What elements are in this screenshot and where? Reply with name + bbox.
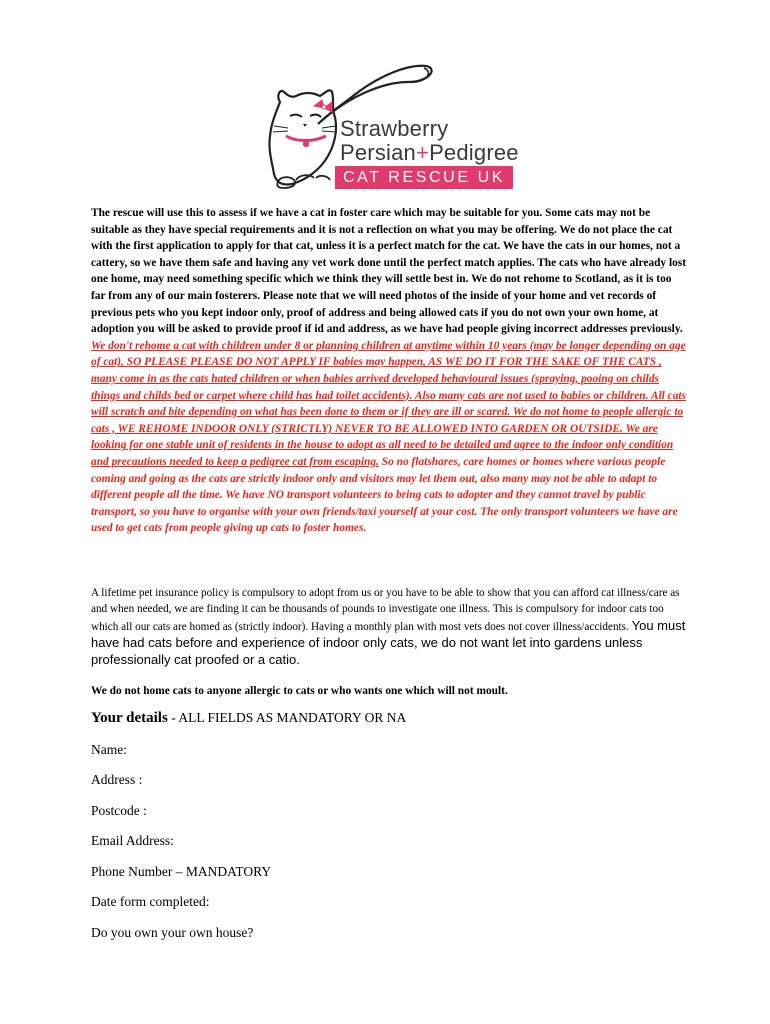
logo-line-persian-pedigree — [340, 140, 519, 166]
field-postcode: Postcode : — [91, 803, 147, 818]
intro-red-underlined-text: We don't rehome a cat with children under 8 or planning children at anytime within 10 years (may be longer depending on age of cat), SO PLEASE PLEASE DO NOT APPLY IF babies may happen, AS WE DO IT FOR THE SAKE OF THE CATS , many come in as the cats hated children or when babies arrived developed behavioural issues (spraying, pooing on childs things and childs bed or carpet where child has had toilet accidents). Also many cats are not used to babies or children. All cats will scratch and bite depending on what has been done to them or if they are ill or scared. We do not home to people allergic to cats , WE REHOME INDOOR ONLY (STRICTLY) NEVER TO BE ALLOWED INTO GARDEN OR OUTSIDE. We are looking for one stable unit of residents in the house to adopt as all need to be detailed and agree to the indoor only condition and precautions needed to keep a pedigree cat from escaping. — [91, 339, 686, 468]
allergy-notice: We do not home cats to anyone allergic to cats or who wants one which will not moult. — [91, 685, 508, 697]
details-heading-bold: Your details — [91, 710, 168, 726]
logo-word-persian: Persian — [340, 140, 416, 165]
insurance-serif-text: A lifetime pet insurance policy is compulsory to adopt from us or you have to be able to show that you can afford cat illness/care as and when needed, we are finding it can be thousands of pounds to investigate one illness. This is compulsory for indoor cats too which all our cats are homed as (strictly indoor). Having a monthly plan with most vets does not cover illness/accidents. — [91, 587, 680, 633]
logo-banner-cat-rescue: CAT RESCUE UK — [335, 166, 513, 189]
insurance-sans-text: You must have had cats before and experience of indoor only cats, we do not want let into gardens unless professionally cat proofed or a catio. — [91, 617, 686, 668]
intro-red-text: So no flatshares, care homes or homes where various people coming and going as the cats are strictly indoor only and visitors may let them out, also many may not be able to adapt to different people all the time. We have NO transport volunteers to bring cats to adopter and they cannot travel by public transport, so you have to organise with your own friends/taxi yourself at your cost. The only transport volunteers we have are used to get cats from people giving up cats to foster homes. — [91, 455, 678, 535]
logo-word-pedigree: Pedigree — [429, 140, 519, 165]
field-date-completed: Date form completed: — [91, 894, 210, 909]
field-phone: Phone Number – MANDATORY — [91, 864, 272, 879]
insurance-paragraph — [91, 585, 687, 669]
intro-paragraph — [91, 205, 687, 537]
field-name: Name: — [91, 742, 127, 757]
details-heading-rest: - ALL FIELDS AS MANDATORY OR NA — [167, 710, 407, 725]
details-heading — [91, 710, 406, 727]
intro-bold-text: The rescue will use this to assess if we have a cat in foster care which may be suitable for you. Some cats may not be suitable as they have special requirements and it is not a reflection on what you may be offering. We do not place the cat with the first application to apply for that cat, unless it is a perfect match for the cat. We have the cats in our homes, not a cattery, so we have them safe and having any vet work done until the perfect match applies. The cats who have already lost one home, may need something specific which we think they will settle best in. We do not rehome to Scotland, as it is too far from any of our main fosterers. Please note that we will need photos of the inside of your home and vet records of previous pets who you kept indoor only, proof of address and being allowed cats if you do not own your own home, at adoption you will be asked to provide proof if id and address, as we have had people giving incorrect addresses previously. — [91, 207, 687, 336]
field-email: Email Address: — [91, 833, 174, 848]
logo-line-strawberry: Strawberry — [340, 116, 449, 141]
field-own-house: Do you own your own house? — [91, 925, 254, 940]
field-address: Address : — [91, 772, 143, 787]
logo-plus: + — [416, 140, 430, 165]
